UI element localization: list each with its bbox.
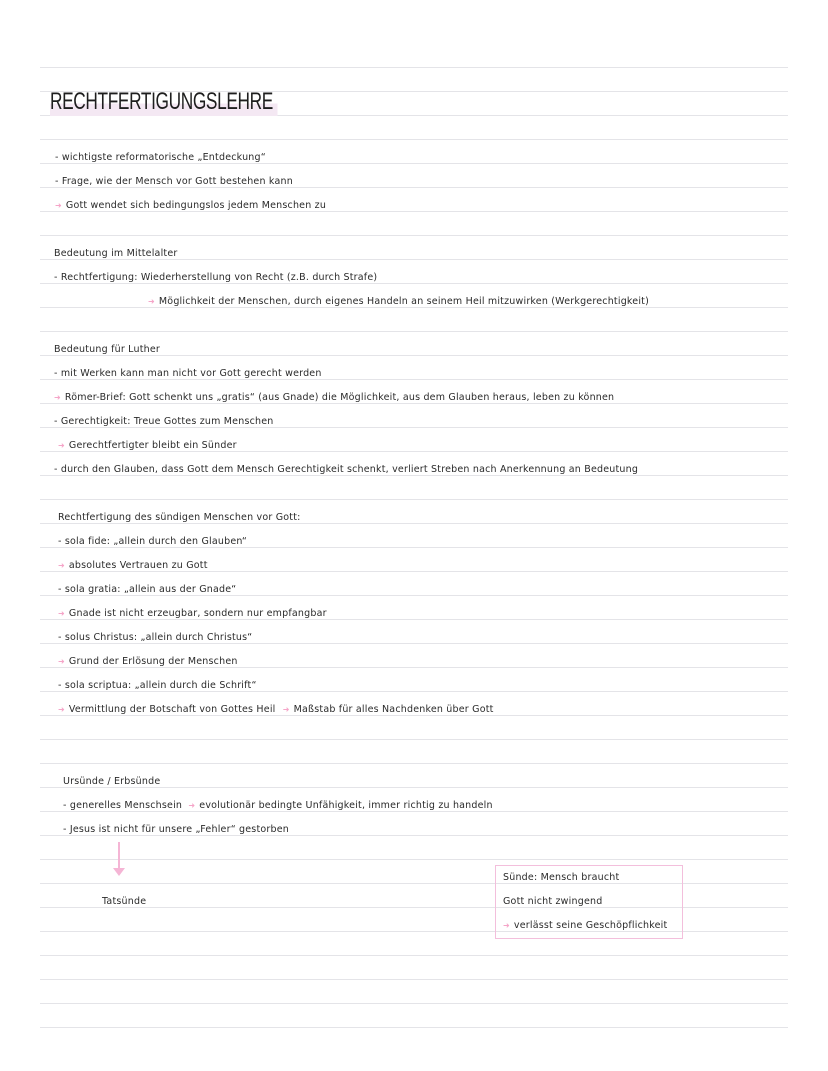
- arrow-right-icon: ➜: [58, 657, 65, 666]
- arrow-down-icon: [118, 842, 120, 870]
- arrow-right-icon: ➜: [188, 801, 196, 810]
- arrow-right-icon: ➜: [148, 297, 155, 306]
- note-text: Grund der Erlösung der Menschen: [68, 656, 238, 667]
- note-line: [58, 439, 237, 453]
- ruled-line: [40, 859, 788, 860]
- arrow-right-icon: ➜: [58, 441, 65, 450]
- section-heading: Bedeutung für Luther: [54, 344, 161, 355]
- note-text: Gerechtfertigter bleibt ein Sünder: [68, 440, 237, 451]
- note-text: Möglichkeit der Menschen, durch eigenes Handeln an seinem Heil mitzuwirken (Werkgerechtigkeit): [158, 296, 650, 307]
- section-heading: Bedeutung im Mittelalter: [54, 248, 178, 259]
- note-text: Gnade ist nicht erzeugbar, sondern nur empfangbar: [68, 608, 327, 619]
- note-line: [148, 295, 649, 309]
- arrow-right-icon: ➜: [58, 705, 65, 714]
- ruled-line: [40, 763, 788, 764]
- note-line: - wichtigste reformatorische „Entdeckung“: [55, 152, 266, 163]
- arrow-right-icon: ➜: [55, 201, 62, 210]
- note-text: Vermittlung der Botschaft von Gottes Heil: [68, 704, 276, 715]
- note-line: - durch den Glauben, dass Gott dem Mensch Gerechtigkeit schenkt, verliert Streben nach Anerkennung an Bedeutung: [54, 464, 639, 475]
- note-line: [58, 655, 238, 669]
- note-text: Gott wendet sich bedingungslos jedem Menschen zu: [65, 200, 327, 211]
- box-line: Gott nicht zwingend: [503, 896, 603, 907]
- note-line: [58, 703, 494, 717]
- note-text: Römer-Brief: Gott schenkt uns „gratis“ (aus Gnade) die Möglichkeit, aus dem Glauben heraus, leben zu können: [64, 392, 615, 403]
- ruled-line: [40, 139, 788, 140]
- note-line: - sola fide: „allein durch den Glauben“: [58, 536, 248, 547]
- note-line: - sola gratia: „allein aus der Gnade“: [58, 584, 237, 595]
- note-line: [54, 391, 614, 405]
- note-line: [55, 199, 326, 213]
- ruled-line: [40, 331, 788, 332]
- note-line: - mit Werken kann man nicht vor Gott gerecht werden: [54, 368, 322, 379]
- note-line: - Jesus ist nicht für unsere „Fehler“ gestorben: [63, 824, 289, 835]
- box-line: [503, 919, 667, 933]
- ruled-line: [40, 979, 788, 980]
- arrow-right-icon: ➜: [58, 609, 65, 618]
- page-title: RECHTFERTIGUNGSLEHRE: [50, 88, 277, 116]
- note-line: - Rechtfertigung: Wiederherstellung von Recht (z.B. durch Strafe): [54, 272, 378, 283]
- note-text: Maßstab für alles Nachdenken über Gott: [293, 704, 494, 715]
- arrow-right-icon: ➜: [54, 393, 61, 402]
- note-text: - generelles Menschsein: [63, 800, 183, 811]
- note-line: Tatsünde: [102, 896, 147, 907]
- ruled-line: [40, 235, 788, 236]
- note-line: [63, 799, 493, 813]
- note-line: - sola scriptua: „allein durch die Schrift“: [58, 680, 257, 691]
- ruled-line: [40, 1027, 788, 1028]
- note-text: evolutionär bedingte Unfähigkeit, immer richtig zu handeln: [199, 800, 493, 811]
- note-line: - Gerechtigkeit: Treue Gottes zum Menschen: [54, 416, 274, 427]
- section-heading: Ursünde / Erbsünde: [63, 776, 161, 787]
- note-line: [58, 607, 327, 621]
- ruled-line: [40, 1003, 788, 1004]
- ruled-line: [40, 739, 788, 740]
- box-line: Sünde: Mensch braucht: [503, 872, 620, 883]
- note-line: [58, 559, 208, 573]
- note-text: verlässt seine Geschöpflichkeit: [513, 920, 668, 931]
- arrow-right-icon: ➜: [58, 561, 65, 570]
- section-heading: Rechtfertigung des sündigen Menschen vor Gott:: [58, 512, 301, 523]
- ruled-line: [40, 499, 788, 500]
- ruled-line: [40, 67, 788, 68]
- note-line: - Frage, wie der Mensch vor Gott bestehen kann: [55, 176, 293, 187]
- note-text: absolutes Vertrauen zu Gott: [68, 560, 208, 571]
- arrow-right-icon: ➜: [503, 921, 510, 930]
- note-line: - solus Christus: „allein durch Christus“: [58, 632, 253, 643]
- arrow-right-icon: ➜: [282, 705, 290, 714]
- ruled-line: [40, 955, 788, 956]
